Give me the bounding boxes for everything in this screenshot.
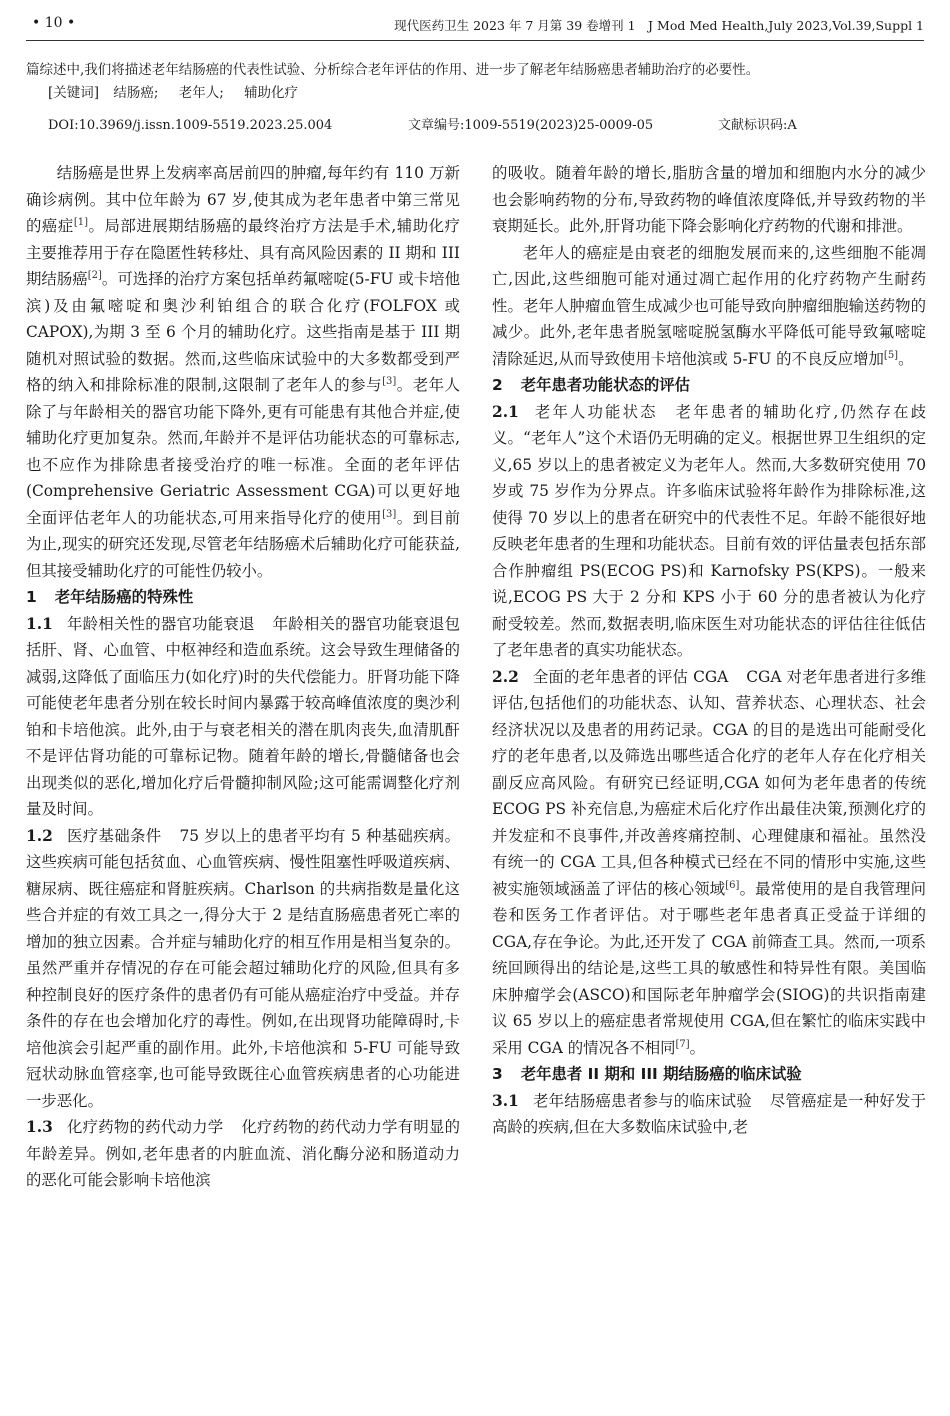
citation[interactable]: [2]: [87, 269, 102, 281]
intro-paragraph: 结肠癌是世界上发病率高居前四的肿瘤,每年约有 110 万新确诊病例。其中位年龄为 67 岁,使其成为老年患者中第三常见的癌症[1]。局部进展期结肠癌的最终治疗方法是手术,辅助化疗主要推荐用于存在隐匿性转移灶、具有高风险因素的 II 期和 III 期结肠癌[2]。可选择的治疗方案包括单药氟嘧啶(5-FU 或卡培他滨)及由氟嘧啶和奥沙利铂组合的联合化疗(FOLFOX 或 CAPOX),为期 3 至 6 个月的辅助化疗。这些指南是基于 III 期随机对照试验的数据。然而,这些临床试验中的大多数都受到严格的纳入和排除标准的限制,这限制了老年人的参与[3]。老年人除了与年龄相关的器官功能下降外,更有可能患有其他合并症,使辅助化疗更加复杂。然而,年龄并不是评估功能状态的可靠标志,也不应作为排除患者接受治疗的唯一标准。全面的老年评估(Comprehensive Geriatric Assessment CGA)可以更好地全面评估老年人的功能状态,可用来指导化疗的使用[3]。到目前为止,现实的研究还发现,尽管老年结肠癌术后辅助化疗可能获益,但其接受辅助化疗的可能性仍较小。: [26, 164, 460, 580]
section-heading-1: 1 老年结肠癌的特殊性: [26, 588, 194, 606]
running-title: 现代医药卫生 2023 年 7 月第 39 卷增刊 1 J Mod Med Health,July 2023,Vol.39,Suppl 1: [394, 18, 924, 33]
keyword-item: 结肠癌;: [113, 85, 159, 101]
subsection-heading: 1.3 化疗药物的药代动力学: [26, 1118, 224, 1136]
keywords-line: [26, 83, 924, 103]
citation[interactable]: [3]: [382, 375, 397, 387]
section-heading-3: 3 老年患者 II 期和 III 期结肠癌的临床试验: [492, 1065, 802, 1083]
keyword-item: 辅助化疗: [244, 85, 299, 101]
page-header: [26, 10, 924, 41]
citation[interactable]: [6]: [725, 879, 740, 891]
left-column: 结肠癌是世界上发病率高居前四的肿瘤,每年约有 110 万新确诊病例。其中位年龄为 67 岁,使其成为老年患者中第三常见的癌症[1]。局部进展期结肠癌的最终治疗方法是手术,辅助化疗主要推荐用于存在隐匿性转移灶、具有高风险因素的 II 期和 III 期结肠癌[2]。可选择的治疗方案包括单药氟嘧啶(5-FU 或卡培他滨)及由氟嘧啶和奥沙利铂组合的联合化疗(FOLFOX 或 CAPOX),为期 3 至 6 个月的辅助化疗。这些指南是基于 III 期随机对照试验的数据。然而,这些临床试验中的大多数都受到严格的纳入和排除标准的限制,这限制了老年人的参与[3]。老年人除了与年龄相关的器官功能下降外,更有可能患有其他合并症,使辅助化疗更加复杂。然而,年龄并不是评估功能状态的可靠标志,也不应作为排除患者接受治疗的唯一标准。全面的老年评估(Comprehensive Geriatric Assessment CGA)可以更好地全面评估老年人的功能状态,可用来指导化疗的使用[3]。到目前为止,现实的研究还发现,尽管老年结肠癌术后辅助化疗可能获益,但其接受辅助化疗的可能性仍较小。 1 老年结肠癌的特殊性 1.1 年龄相关性的器官功能衰退 年龄相关的器官功能衰退包括肝、肾、心血管、中枢神经和造血系统。这会导致生理储备的减弱,这降低了面临压力(如化疗)时的失代偿能力。肝肾功能下降可能使老年患者分别在较长时间内暴露于较高峰值浓度的奥沙利铂和卡培他滨。此外,由于与衰老相关的潜在肌肉丧失,血清肌酐不是评估肾功能的可靠标记物。随着年龄的增长,骨髓储备也会出现类似的恶化,增加化疗后骨髓抑制风险;这可能需调整化疗剂量及时间。 1.2 医疗基础条件 75 岁以上的患者平均有 5 种基础疾病。这些疾病可能包括贫血、心血管疾病、慢性阻塞性呼吸道疾病、糖尿病、既往癌症和肾脏疾病。Charlson 的共病指数是量化这些合并症的有效工具之一,得分大于 2 是结直肠癌患者死亡率的增加的独立因素。合并症与辅助化疗的相互作用是相当复杂的。虽然严重并存情况的存在可能会超过辅助化疗的风险,但具有多种控制良好的医疗条件的患者仍有可能从癌症治疗中受益。并存条件的存在也会增加化疗的毒性。例如,在出现肾功能障碍时,卡培他滨会引起严重的副作用。此外,卡培他滨和 5-FU 可能导致冠状动脉血管痉挛,也可能导致既往心血管疾病患者的心功能进一步恶化。 1.3 化疗药物的药代动力学 化疗药物的药代动力学有明显的年龄差异。例如,老年患者的内脏血流、消化酶分泌和肠道动力的恶化可能会影响卡培他滨: [26, 160, 460, 1194]
body-paragraph: 老年人的癌症是由衰老的细胞发展而来的,这些细胞不能凋亡,因此,这些细胞可能对通过凋亡起作用的化疗药物产生耐药性。老年人肿瘤血管生成减少也可能导致向肿瘤细胞输送药物的减少。此外,老年患者脱氢嘧啶脱氢酶水平降低可能导致氟嘧啶清除延迟,从而导致使用卡培他滨或 5-FU 的不良反应增加[5]。: [492, 243, 926, 368]
subsection-heading: 2.2 全面的老年患者的评估 CGA: [492, 667, 729, 686]
keyword-item: 老年人;: [178, 85, 224, 101]
page-number: • 10 •: [32, 15, 76, 31]
citation[interactable]: [5]: [883, 349, 899, 361]
citation[interactable]: [3]: [382, 508, 397, 520]
abstract-section: [26, 60, 924, 103]
article-meta: [48, 114, 797, 133]
article-number: 文章编号:1009-5519(2023)25-0009-05: [408, 118, 654, 133]
subsection-heading: 3.1 老年结肠癌患者参与的临床试验: [492, 1091, 752, 1110]
document-code: 文献标识码:A: [718, 118, 797, 133]
citation[interactable]: [7]: [675, 1038, 690, 1050]
abstract-tail: 篇综述中,我们将描述老年结肠癌的代表性试验、分析综合老年评估的作用、进一步了解老年结肠癌患者辅助治疗的必要性。: [26, 62, 760, 78]
subsection-heading: 2.1 老年人功能状态: [492, 402, 658, 421]
citation[interactable]: [1]: [73, 216, 88, 228]
right-column: 的吸收。随着年龄的增长,脂肪含量的增加和细胞内水分的减少也会影响药物的分布,导致药物的峰值浓度降低,并导致药物的半衰期延长。此外,肝肾功能下降会影响化疗药物的代谢和排泄。 老年人的癌症是由衰老的细胞发展而来的,这些细胞不能凋亡,因此,这些细胞可能对通过凋亡起作用的化疗药物产生耐药性。老年人肿瘤血管生成减少也可能导致向肿瘤细胞输送药物的减少。此外,老年患者脱氢嘧啶脱氢酶水平降低可能导致氟嘧啶清除延迟,从而导致使用卡培他滨或 5-FU 的不良反应增加[5]。 2 老年患者功能状态的评估 2.1 老年人功能状态 老年患者的辅助化疗,仍然存在歧义。“老年人”这个术语仍无明确的定义。根据世界卫生组织的定义,65 岁以上的患者被定义为老年人。然而,大多数研究使用 70 岁或 75 岁作为分界点。许多临床试验将年龄作为排除标准,这使得 70 岁以上的患者在研究中的代表性不足。年龄不能很好地反映老年患者的生理和功能状态。目前有效的评估量表包括东部合作肿瘤组 PS(ECOG PS)和 Karnofsky PS(KPS)。一般来说,ECOG PS 大于 2 分和 KPS 小于 60 分的患者被认为化疗耐受较差。然而,数据表明,临床医生对功能状态的评估往往低估了老年患者的真实功能状态。 2.2 全面的老年患者的评估 CGA CGA 对老年患者进行多维评估,包括他们的功能状态、认知、营养状态、心理状态、社会经济状况以及患者的用药记录。CGA 的目的是选出可能耐受化疗的老年患者,以及筛选出哪些适合化疗的老年人存在化疗相关副反应高风险。有研究已经证明,CGA 如何为老年患者的传统 ECOG PS 补充信息,为癌症术后化疗作出最佳决策,预测化疗的并发症和不良事件,并改善疼痛控制、心理健康和福祉。虽然没有统一的 CGA 工具,但各种模式已经在不同的情形中实施,这些被实施领域涵盖了评估的核心领域[6]。最常使用的是自我管理问卷和医务工作者评估。对于哪些老年患者真正受益于详细的 CGA,存在争论。为此,还开发了 CGA 前筛查工具。然而,一项系统回顾得出的结论是,这些工具的敏感性和特异性有限。美国临床肿瘤学会(ASCO)和国际老年肿瘤学会(SIOG)的共识指南建议 65 岁以上的癌症患者常规使用 CGA,但在繁忙的临床实践中采用 CGA 的情况各不相同[7]。 3 老年患者 II 期和 III 期结肠癌的临床试验 3.1 老年结肠癌患者参与的临床试验 尽管癌症是一种好发于高龄的疾病,但在大多数临床试验中,老: [492, 160, 926, 1141]
subsection-heading: 1.2 医疗基础条件: [26, 826, 162, 845]
continued-paragraph: 的吸收。随着年龄的增长,脂肪含量的增加和细胞内水分的减少也会影响药物的分布,导致药物的峰值浓度降低,并导致药物的半衰期延长。此外,肝肾功能下降会影响化疗药物的代谢和排泄。: [492, 164, 926, 235]
subsection-heading: 1.1 年龄相关性的器官功能衰退: [26, 614, 255, 633]
section-heading-2: 2 老年患者功能状态的评估: [492, 376, 691, 394]
doi: DOI:10.3969/j.issn.1009-5519.2023.25.004: [48, 118, 333, 133]
keywords-label: [关键词]: [48, 85, 100, 101]
